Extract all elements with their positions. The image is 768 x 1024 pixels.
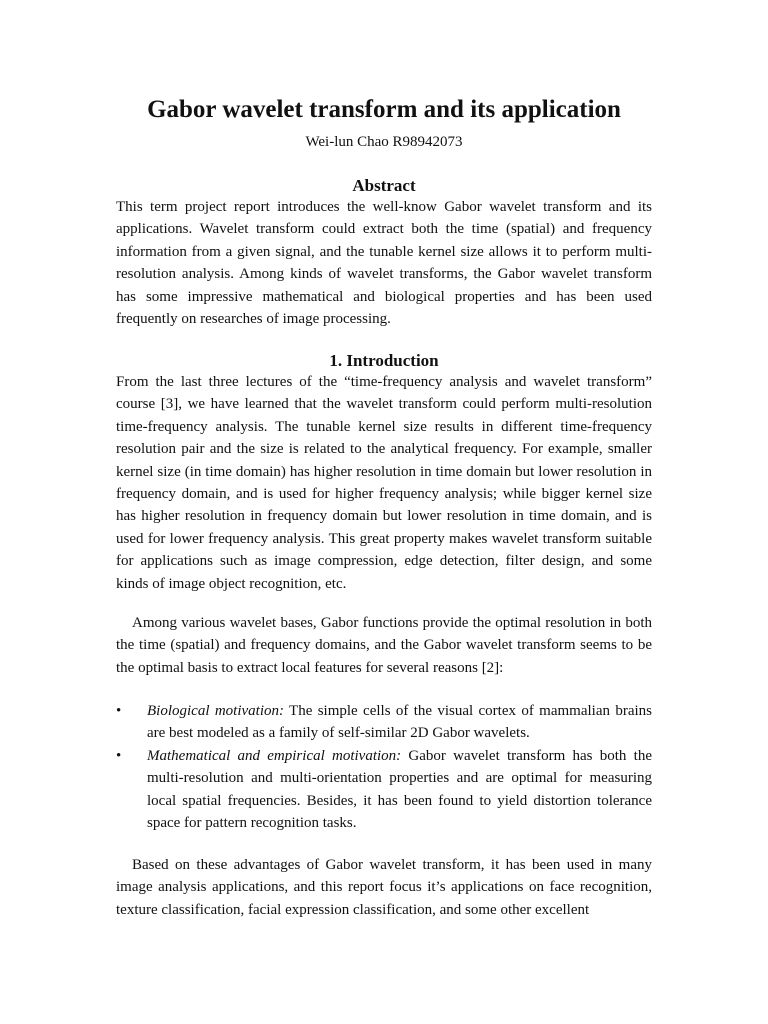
introduction-heading: 1. Introduction [329, 351, 439, 370]
author-line: Wei-lun Chao R98942073 [305, 134, 463, 150]
bullet-term: Mathematical and empirical motivation: [147, 747, 402, 764]
introduction-paragraph-1: From the last three lectures of the “time-frequency analysis and wavelet transform” course [3], we have learned that the wavelet transform could perform multi-resolution time-frequency analysis. The tunable kernel size results in different time-frequency resolution pair and the size is related to the analytical frequency. For example, smaller kernel size (in time domain) has higher resolution in time domain but lower resolution in frequency domain, and is used for higher frequency analysis; while bigger kernel size has higher resolution in frequency domain but lower resolution in time domain, and is used for lower frequency analysis. This great property makes wavelet transform suitable for applications such as image compression, edge detection, filter design, and some kinds of image object recognition, etc. [116, 374, 652, 592]
motivation-list [116, 700, 652, 834]
bullet-marker: • [116, 703, 122, 719]
bullet-marker: • [116, 747, 122, 764]
paper-title: Gabor wavelet transform and its application [147, 96, 621, 123]
list-item [116, 745, 652, 835]
abstract-paragraph: This term project report introduces the well-know Gabor wavelet transform and its applications. Wavelet transform could extract both the time (spatial) and frequency information from a given signal, and the tunable kernel size allows it to perform multi-resolution analysis. Among kinds of wavelet transforms, the Gabor wavelet transform has some impressive mathematical and biological properties and has been used frequently on researches of image processing. [116, 199, 652, 328]
bullet-term: Biological motivation: [147, 703, 284, 719]
bullet-text: Gabor wavelet transform has both the multi-resolution and multi-orientation properties and are optimal for measuring local spatial frequencies. Besides, it has been found to yield distortion tolerance space for pattern recognition tasks. [147, 747, 652, 832]
abstract-heading: Abstract [352, 176, 416, 195]
introduction-paragraph-3: Based on these advantages of Gabor wavelet transform, it has been used in many image analysis applications, and this report focus it’s applications on face recognition, texture classification, facial expression classification, and some other excellent [116, 857, 652, 918]
introduction-paragraph-2: Among various wavelet bases, Gabor functions provide the optimal resolution in both the time (spatial) and frequency domains, and the Gabor wavelet transform seems to be the optimal basis to extract local features for several reasons [2]: [116, 615, 652, 676]
list-item [116, 700, 652, 745]
bullet-text: The simple cells of the visual cortex of mammalian brains are best modeled as a family of self-similar 2D Gabor wavelets. [147, 703, 652, 742]
